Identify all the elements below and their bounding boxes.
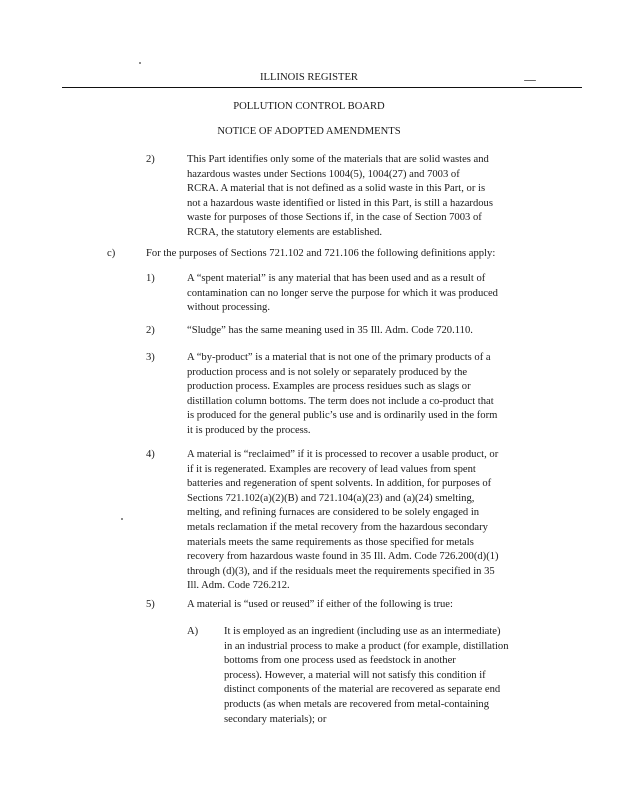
definition-paragraph	[187, 351, 497, 439]
text-line: if it is regenerated. Examples are recovery of lead values from spent	[187, 463, 476, 475]
text-line: A material is “used or reused” if either of the following is true:	[187, 599, 453, 610]
board-title: POLLUTION CONTROL BOARD	[233, 101, 385, 112]
item-number: 5)	[146, 599, 155, 610]
text-line: production process. Examples are process residues such as slags or	[187, 381, 471, 393]
text-line: products (as when metals are recovered from metal-containing	[224, 698, 490, 710]
text-line: distillation column bottoms. The term does not include a co-product that	[187, 395, 494, 407]
notice-title: NOTICE OF ADOPTED AMENDMENTS	[217, 126, 401, 137]
scan-speck	[139, 62, 141, 64]
text-line: melting, and refining furnaces are considered to be solely engaged in	[187, 507, 480, 519]
header-rule	[62, 87, 582, 88]
text-line: through (d)(3), and if the residuals meet the requirements specified in 35	[187, 565, 495, 577]
text-line: waste for purposes of those Sections if, in the case of Section 7003 of	[187, 212, 482, 224]
text-line: without processing.	[187, 302, 270, 314]
text-line: hazardous wastes under Sections 1004(5), 1004(27) and 7003 of	[187, 168, 460, 180]
text-line: secondary materials); or	[224, 713, 327, 725]
section-number: c)	[107, 248, 116, 259]
item-number: 4)	[146, 449, 155, 460]
text-line: RCRA, the statutory elements are established.	[187, 226, 383, 238]
text-line: is produced for the general public’s use and is ordinarily used in the form	[187, 410, 498, 422]
item-number: 2)	[146, 154, 155, 165]
text-line: in an industrial process to make a product (for example, distillation	[224, 640, 509, 652]
text-line: contamination can no longer serve the purpose for which it was produced	[187, 287, 498, 299]
text-line: Sections 721.102(a)(2)(B) and 721.104(a)(23) and (a)(24) smelting,	[187, 492, 475, 504]
text-line: recovery from hazardous waste found in 35 Ill. Adm. Code 726.200(d)(1)	[187, 551, 499, 563]
paragraph	[187, 153, 493, 241]
text-line: A “by-product” is a material that is not one of the primary products of a	[187, 352, 491, 363]
text-line: A material is “reclaimed” if it is processed to recover a usable product, or	[187, 449, 499, 460]
text-line: A “spent material” is any material that has been used and as a result of	[187, 273, 486, 284]
definition-paragraph	[187, 598, 453, 613]
text-line: RCRA. A material that is not defined as a solid waste in this Part, or is	[187, 183, 486, 195]
definition-paragraph	[187, 448, 499, 594]
text-line: batteries and regeneration of spent solvents. In addition, for purposes of	[187, 478, 492, 490]
definition-paragraph	[187, 324, 473, 339]
subitem-paragraph	[224, 625, 509, 727]
text-line: metals reclamation if the metal recovery from the hazardous secondary	[187, 521, 488, 533]
text-line: This Part identifies only some of the materials that are solid wastes and	[187, 154, 489, 165]
text-line: For the purposes of Sections 721.102 and 721.106 the following definitions apply:	[146, 248, 496, 259]
item-number: 2)	[146, 325, 155, 336]
text-line: It is employed as an ingredient (including use as an intermediate)	[224, 626, 501, 637]
section-heading-text	[146, 247, 495, 262]
text-line: it is produced by the process.	[187, 424, 311, 436]
text-line: Ill. Adm. Code 726.212.	[187, 580, 290, 592]
item-number: 3)	[146, 352, 155, 363]
item-number: 1)	[146, 273, 155, 284]
text-line: materials meets the same requirements as those specified for metals	[187, 536, 474, 548]
text-line: process). However, a material will not satisfy this condition if	[224, 669, 486, 681]
register-title: ILLINOIS REGISTER	[260, 72, 358, 83]
text-line: production process and is not solely or separately produced by the	[187, 366, 468, 378]
text-line: “Sludge” has the same meaning used in 35 Ill. Adm. Code 720.110.	[187, 325, 473, 336]
scan-speck	[121, 518, 123, 520]
definition-paragraph	[187, 272, 498, 316]
text-line: bottoms from one process used as feedstock in another	[224, 655, 456, 667]
subitem-letter: A)	[187, 626, 199, 637]
text-line: distinct components of the material are recovered as separate end	[224, 684, 501, 696]
text-line: not a hazardous waste identified or listed in this Part, is still a hazardous	[187, 197, 493, 209]
